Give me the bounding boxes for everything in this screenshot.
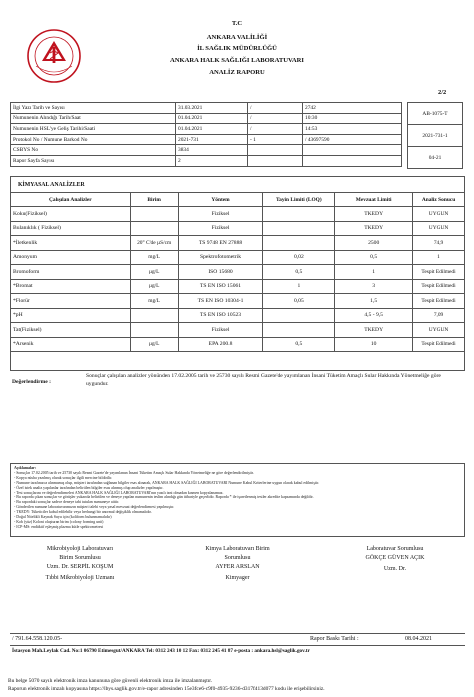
info-row <box>11 155 402 166</box>
signature-role: Sorumlusu <box>224 555 251 561</box>
analysis-name: *Arsenik <box>11 337 131 352</box>
analysis-unit: µg/L <box>130 265 178 280</box>
note-line: - Test sonuçlarını ve değerlendirmeleri ANKARA HALK SAĞLIĞI LABORATUVARI'nın yazılı izni olmadan kısmen kopyalanamaz. <box>14 490 224 495</box>
info-value-3: / 43697590 <box>303 134 402 145</box>
analysis-loq: 0,5 <box>263 265 335 280</box>
evaluation-text: Sonuçlar çalışılan analizler yönünden 17.02.2005 tarih ve 25730 sayılı Resmi Gazete'de yayımlanan İnsani Tüketim Amaçlı Sular Hakkında Yönetmeliğe göre uygundur. <box>86 373 441 387</box>
note-line: - Kob (yüz) Koloni oluşturan birim (colony forming unit) <box>14 519 104 524</box>
analysis-loq <box>263 221 335 236</box>
report-date-code: 04-21 <box>408 147 463 169</box>
doc-number: / 791.64.558.120.05- <box>12 636 63 642</box>
signature-role: Birim Sorumlusu <box>59 555 101 561</box>
analysis-unit: 20° C'de µS/cm <box>130 236 178 251</box>
section-title: KİMYASAL ANALİZLER <box>18 182 85 188</box>
analysis-result: UYGUN <box>413 323 465 338</box>
analysis-method: TS EN ISO 10523 <box>178 308 263 323</box>
result-row <box>11 308 465 323</box>
analysis-loq: 0,5 <box>263 337 335 352</box>
notes-box <box>10 463 465 537</box>
notes-title: Açıklamalar: <box>14 466 37 470</box>
signature-block <box>10 545 150 583</box>
header-line-2: ANKARA VALİLİĞİ <box>206 34 268 41</box>
info-value-2: / <box>248 103 303 114</box>
analysis-loq: 0,02 <box>263 250 335 265</box>
column-header: Çalışılan Analizler <box>11 193 131 207</box>
note-line: - Gönderilen numune laboratuvarımızın müşteri talebi veya yasal mevzuat değerlendirmesi yapılmıştır. <box>14 505 175 510</box>
result-row <box>11 294 465 309</box>
note-line: - ICP-MS: endüktif eşleşmiş plazma kütle spektrometresi <box>14 524 104 529</box>
analysis-unit <box>130 323 178 338</box>
report-code-box <box>407 102 463 169</box>
info-value-1: 01.04.2021 <box>176 124 248 135</box>
info-value-1: 01.04.2021 <box>176 113 248 124</box>
lab-address: İstasyon Mah.Leylak Cad. No:1 06790 Etimesgut/ANKARA Tel: 0312 243 10 12 Fax: 0312 245 41 87 e-posta : ankara.hsl@saglik.gov.tr <box>12 648 310 654</box>
analysis-name: *İletkenlik <box>11 236 131 251</box>
result-row <box>11 221 465 236</box>
print-date: 08.04.2021 <box>405 636 432 642</box>
signature-name: Uzm. Dr. SERPİL KOŞUM <box>46 564 114 570</box>
analysis-limit: 10 <box>335 337 413 352</box>
analysis-name: Amonyum <box>11 250 131 265</box>
signature-unit: Laboratuvar Sorumlusu <box>366 546 424 552</box>
analysis-method: TS 9748 EN 27888 <box>178 236 263 251</box>
analysis-limit: TKEDY <box>335 323 413 338</box>
analysis-limit: TKEDY <box>335 207 413 222</box>
info-value-1: 3834 <box>176 145 248 156</box>
result-row <box>11 323 465 338</box>
analysis-result: 1 <box>413 250 465 265</box>
info-value-1: 2 <box>176 155 248 166</box>
info-row <box>11 113 402 124</box>
analysis-loq <box>263 308 335 323</box>
info-value-1: 2021-731 <box>176 134 248 145</box>
result-row <box>11 265 465 280</box>
analysis-limit: 1 <box>335 265 413 280</box>
analysis-name: Bromoform <box>11 265 131 280</box>
report-number: 2021-731-1 <box>408 125 463 147</box>
report-title: ANALİZ RAPORU <box>209 69 265 76</box>
analysis-loq <box>263 207 335 222</box>
result-row <box>11 236 465 251</box>
result-row <box>11 337 465 352</box>
analysis-unit <box>130 221 178 236</box>
signature-block <box>168 545 308 583</box>
note-line: - Kopya nüsha yazılmış olarak sonuçlar ilgili mercine bildirilir. <box>14 475 113 480</box>
analysis-unit: µg/L <box>130 337 178 352</box>
analysis-result: 74,9 <box>413 236 465 251</box>
analysis-limit: TKEDY <box>335 221 413 236</box>
info-label: CSBYS No <box>11 145 176 156</box>
analysis-method: EPA 200.8 <box>178 337 263 352</box>
analysis-result: UYGUN <box>413 207 465 222</box>
column-header: Yöntem <box>178 193 263 207</box>
result-row <box>11 207 465 222</box>
analysis-loq: 0,05 <box>263 294 335 309</box>
analysis-name: Koku(Fiziksel) <box>11 207 131 222</box>
note-line: - Doğal Nitelikli Kaynak Suyu için (koliform bulunmamalıdır) <box>14 515 112 520</box>
signature-unit: Mikrobiyoloji Laboratuvarı <box>46 546 114 552</box>
analysis-unit: µg/L <box>130 279 178 294</box>
signature-title: Uzm. Dr. <box>383 566 407 572</box>
analysis-method: Spektrofotometrik <box>178 250 263 265</box>
results-table <box>10 192 465 352</box>
analysis-name: Tat(Fiziksel) <box>11 323 131 338</box>
analysis-limit: 0,5 <box>335 250 413 265</box>
analysis-result: Tespit Edilmedi <box>413 294 465 309</box>
signature-title: Kimyager <box>225 575 250 581</box>
esign-notice: Bu belge 5070 sayılı elektronik imza kanununa göre güvenli elektronik imza ile imzalanmıştır. <box>8 678 213 684</box>
signature-name: AYFER ARSLAN <box>215 564 260 570</box>
note-line: - Bu raporda çıkan sonuçlar ve görüşler yukarıda belirtilen ve deneye yapılan numunenin teslim alındığı gün itibariyle geçerlidir. Raporda * ile işaretlenmiş testler akredite kapsamında değildir. <box>14 495 314 500</box>
column-header: Analiz Sonucu <box>413 193 465 207</box>
note-line: - TKEDY: Tüketiciler kabul edilebilir veya herhangi bir anormal değişiklik olmamalıdır. <box>14 510 152 515</box>
analysis-unit <box>130 207 178 222</box>
info-value-3 <box>303 145 402 156</box>
evaluation-label: Değerlendirme : <box>12 379 51 385</box>
analysis-unit: mg/L <box>130 294 178 309</box>
analysis-limit: 3 <box>335 279 413 294</box>
info-value-2: / <box>248 113 303 124</box>
analysis-result: UYGUN <box>413 221 465 236</box>
info-label: Numunenin Alındığı Tarih/Saat <box>11 113 176 124</box>
info-label: İlgi Yazı Tarih ve Sayısı <box>11 103 176 114</box>
analysis-unit <box>130 308 178 323</box>
signature-unit: Kimya Laboratuvarı Birim <box>205 546 270 552</box>
analysis-method: Fiziksel <box>178 323 263 338</box>
esign-verify-link[interactable]: Raporun elektronik imzalı kopyasına https://lbys.saglik.gov.tr/e-rapor adresinden 15e3fce6-c9f0-4935-9236-d317f413d077 kodu ile erişebilirsiniz. <box>8 686 325 692</box>
sample-info-table <box>10 102 402 167</box>
signature-row <box>10 545 465 583</box>
analysis-result: Tespit Edilmedi <box>413 265 465 280</box>
analysis-limit: 1,5 <box>335 294 413 309</box>
info-value-2 <box>248 155 303 166</box>
footer-rule-top <box>10 633 465 634</box>
analysis-loq <box>263 236 335 251</box>
column-header: Birim <box>130 193 178 207</box>
note-line: - Bu rapordaki sonuçlar sadece deneye tabi tutulan numuneye aittir. <box>14 500 120 505</box>
info-value-1: 31.03.2021 <box>176 103 248 114</box>
info-row <box>11 145 402 156</box>
analysis-loq: 1 <box>263 279 335 294</box>
header-line-1: T.C <box>231 20 243 27</box>
info-label: Protokol No / Numune Barkod No <box>11 134 176 145</box>
analysis-limit: 4,5 - 9,5 <box>335 308 413 323</box>
info-value-2 <box>248 145 303 156</box>
note-line: - Özel istek analiz yapılanlar tarafından belirtilen bilgiler esas alınmış olup analizler yapılmıştır. <box>14 485 164 490</box>
analysis-limit: 2500 <box>335 236 413 251</box>
signature-block <box>325 545 465 583</box>
header-line-3: İL SAĞLIK MÜDÜRLÜĞÜ <box>197 45 277 52</box>
footer-rule-mid <box>10 645 465 646</box>
info-label: Numunenin HSL'ye Geliş Tarihi/Saati <box>11 124 176 135</box>
analysis-method: ISO 15680 <box>178 265 263 280</box>
info-value-3: 2742 <box>303 103 402 114</box>
analysis-result: Tespit Edilmedi <box>413 337 465 352</box>
signature-title: Tıbbi Mikrobiyoloji Uzmanı <box>45 575 115 581</box>
analysis-name: Bulanıklık ( Fiziksel) <box>11 221 131 236</box>
result-row <box>11 250 465 265</box>
info-row <box>11 134 402 145</box>
info-value-2: / <box>248 124 303 135</box>
analysis-method: Fiziksel <box>178 207 263 222</box>
info-value-2: - 1 <box>248 134 303 145</box>
analysis-method: TS EN ISO 10304-1 <box>178 294 263 309</box>
column-header: Tayin Limiti (LOQ) <box>263 193 335 207</box>
note-line: - Numune tarafınızca alınmamış olup, müşteri tarafından sağlanan bilgiler esas alınarak, ANKARA HALK SAĞLIĞI LABORATUVARI Numune Kabul Kriterlerine uygun olarak kabul edilmiştir. <box>14 480 320 485</box>
signature-name: GÖKÇE GÜVEN AÇIK <box>365 555 425 561</box>
column-header: Mevzuat Limiti <box>335 193 413 207</box>
print-date-label: Rapor Baskı Tarihi : <box>310 636 359 642</box>
page-number: 2/2 <box>438 89 447 96</box>
info-row <box>11 103 402 114</box>
info-row <box>11 124 402 135</box>
analysis-unit: mg/L <box>130 250 178 265</box>
note-line: - Sonuçlar 17.02.2005 tarih ve 25730 sayılı Resmi Gazete'de yayımlanan İnsani Tüketim Amaçlı Sular Hakkında Yönetmeliğe ne göre değerlendirilmiştir. <box>14 470 254 475</box>
result-row <box>11 279 465 294</box>
info-value-3: 10:30 <box>303 113 402 124</box>
analysis-name: *pH <box>11 308 131 323</box>
analysis-name: *Florür <box>11 294 131 309</box>
analysis-result: Tespit Edilmedi <box>413 279 465 294</box>
analysis-method: TS EN ISO 15061 <box>178 279 263 294</box>
header-line-4: ANKARA HALK SAĞLIĞI LABORATUVARI <box>169 57 305 64</box>
analysis-method: Fiziksel <box>178 221 263 236</box>
info-value-3 <box>303 155 402 166</box>
analysis-loq <box>263 323 335 338</box>
report-code: AB-1075-T <box>408 103 463 125</box>
analysis-result: 7,09 <box>413 308 465 323</box>
info-label: Rapor Sayfa Sayısı <box>11 155 176 166</box>
analysis-name: *Bromat <box>11 279 131 294</box>
info-value-3: 14:53 <box>303 124 402 135</box>
